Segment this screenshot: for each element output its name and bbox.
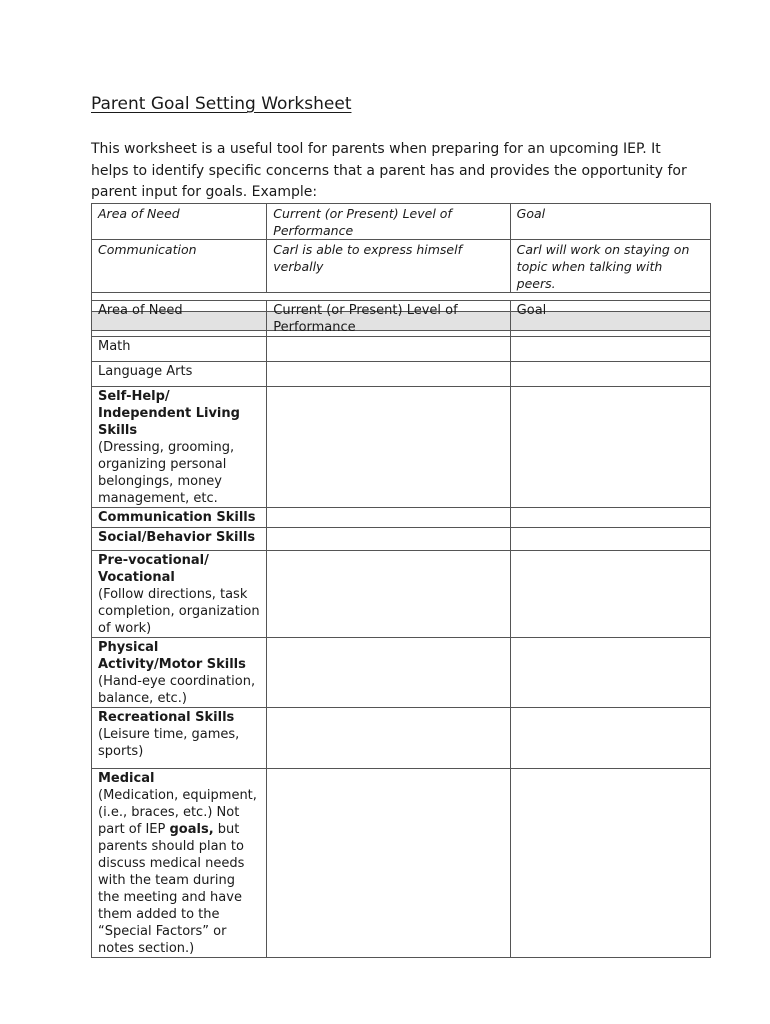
- header-area: Area of Need: [92, 301, 267, 337]
- intro-paragraph: This worksheet is a useful tool for parents when preparing for an upcoming IEP. It helps to identify specific concerns that a parent has and provides the opportunity for parent input for goals. Example:: [91, 141, 687, 200]
- level-input-language-arts[interactable]: [267, 362, 510, 387]
- table-row-self-help: [92, 387, 711, 508]
- area-desc-self-help: (Dressing, grooming, organizing personal belongings, money management, etc.: [98, 440, 235, 506]
- table-row-math: [92, 337, 711, 362]
- goal-input-social[interactable]: [510, 528, 710, 551]
- area-label-math: Math: [98, 339, 131, 354]
- area-label2-self-help: Independent Living Skills: [98, 406, 240, 438]
- level-input-self-help[interactable]: [267, 387, 510, 508]
- table-row-physical: [92, 638, 711, 708]
- level-input-physical[interactable]: [267, 638, 510, 708]
- level-input-social[interactable]: [267, 528, 510, 551]
- table-row-medical: [92, 769, 711, 958]
- level-input-recreational[interactable]: [267, 708, 510, 769]
- level-input-medical[interactable]: [267, 769, 510, 958]
- table-row-social: [92, 528, 711, 551]
- area-cell-communication: [92, 508, 267, 528]
- level-input-math[interactable]: [267, 337, 510, 362]
- area-label-recreational: Recreational Skills: [98, 710, 235, 725]
- header-goal: Goal: [510, 301, 710, 337]
- area-desc-medical-emphasis: goals,: [169, 822, 214, 837]
- example-level-cell: Carl is able to express himself verbally: [267, 240, 510, 293]
- area-desc-prevocational: (Follow directions, task completion, organization of work): [98, 587, 260, 636]
- area-desc-recreational: (Leisure time, games, sports): [98, 727, 240, 759]
- area-label-social: Social/Behavior Skills: [98, 530, 256, 545]
- area-desc-medical-part1: (Medication, equipment, (i.e., braces, etc.) Not part of IEP: [98, 788, 257, 837]
- table-row-recreational: [92, 708, 711, 769]
- goal-input-self-help[interactable]: [510, 387, 710, 508]
- example-goal-cell: Carl will work on staying on topic when talking with peers.: [510, 240, 710, 293]
- area-desc-physical: (Hand-eye coordination, balance, etc.): [98, 674, 256, 706]
- example-header-goal: Goal: [510, 204, 710, 240]
- goal-input-physical[interactable]: [510, 638, 710, 708]
- goal-input-language-arts[interactable]: [510, 362, 710, 387]
- area-label-physical: Physical: [98, 640, 159, 655]
- area-label-language-arts: Language Arts: [98, 364, 193, 379]
- level-input-prevocational[interactable]: [267, 551, 510, 638]
- page-title: Parent Goal Setting Worksheet: [91, 94, 352, 114]
- area-cell-recreational: [92, 708, 267, 769]
- area-label-prevocational: Pre-vocational/: [98, 553, 209, 568]
- example-header-area: Area of Need: [92, 204, 267, 240]
- area-label-medical: Medical: [98, 771, 155, 786]
- goal-input-prevocational[interactable]: [510, 551, 710, 638]
- area-cell-social: [92, 528, 267, 551]
- goal-input-communication[interactable]: [510, 508, 710, 528]
- area-cell-math: [92, 337, 267, 362]
- area-label2-physical: Activity/Motor Skills: [98, 657, 246, 672]
- table-row-prevocational: [92, 551, 711, 638]
- area-cell-prevocational: [92, 551, 267, 638]
- table-row-communication: [92, 508, 711, 528]
- area-label-self-help: Self-Help/: [98, 389, 170, 404]
- area-cell-self-help: [92, 387, 267, 508]
- goal-input-recreational[interactable]: [510, 708, 710, 769]
- area-desc-medical: [98, 787, 260, 957]
- area-cell-physical: [92, 638, 267, 708]
- example-header-level: Current (or Present) Level of Performance: [267, 204, 510, 240]
- area-cell-language-arts: [92, 362, 267, 387]
- goal-input-math[interactable]: [510, 337, 710, 362]
- area-label2-prevocational: Vocational: [98, 570, 175, 585]
- example-row: [92, 240, 711, 293]
- example-area-cell: Communication: [92, 240, 267, 293]
- table-row-language-arts: [92, 362, 711, 387]
- goal-input-medical[interactable]: [510, 769, 710, 958]
- level-input-communication[interactable]: [267, 508, 510, 528]
- header-level: Current (or Present) Level of Performance: [267, 301, 510, 337]
- area-desc-medical-part2: but parents should plan to discuss medical needs with the team during the meeting and have them added to the “Special Factors” or notes section.): [98, 822, 245, 956]
- goal-table: [91, 300, 711, 958]
- area-label-communication: Communication Skills: [98, 510, 256, 525]
- area-cell-medical: [92, 769, 267, 958]
- goal-table-header-row: [92, 301, 711, 337]
- example-header-row: [92, 204, 711, 240]
